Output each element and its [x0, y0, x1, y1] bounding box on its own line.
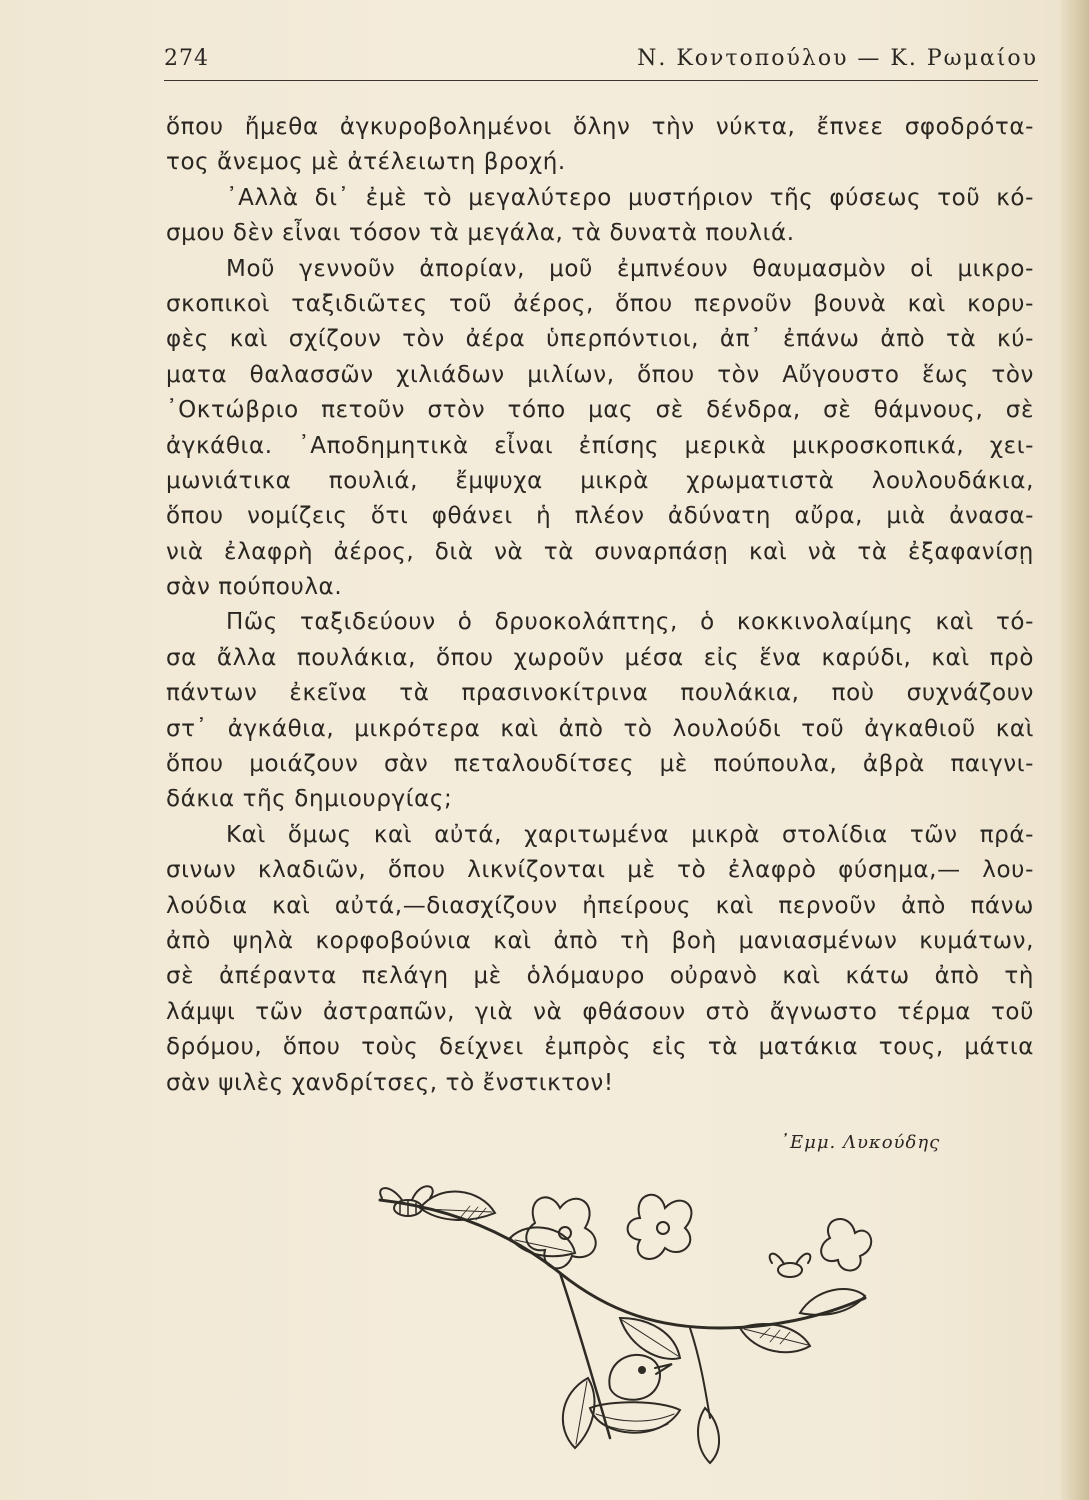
text-line: δάκια τῆς δημιουργίας;: [166, 786, 453, 813]
text-line: δρόμου, ὅπου τοὺς δείχνει ἐμπρὸς εἰς τὰ ματάκια τους, μάτια: [166, 1034, 1034, 1061]
signature: ᾿Εμμ. Λυκούδης: [780, 1132, 941, 1153]
text-line: λάμψι τῶν ἀστραπῶν, γιὰ νὰ φθάσουν στὸ ἄγνωστο τέρμα τοῦ: [166, 998, 1034, 1025]
text-line: Καὶ ὅμως καὶ αὐτά, χαριτωμένα μικρὰ στολίδια τῶν πρά-: [226, 821, 1034, 848]
text-line: νιὰ ἐλαφρὴ ἀέρος, διὰ νὰ τὰ συναρπάσῃ καὶ νὰ τὰ ἐξαφανίσῃ: [166, 538, 1034, 565]
text-line: ᾿Οκτώβριο πετοῦν στὸν τόπο μας σὲ δένδρα, σὲ θάμνους, σὲ: [166, 397, 1034, 424]
text-line: σινων κλαδιῶν, ὅπου λικνίζονται μὲ τὸ ἐλαφρὸ φύσημα,— λου-: [166, 857, 1034, 884]
page-edge: [1061, 0, 1089, 1500]
running-title: Ν. Κοντοπούλου — Κ. Ρωμαίου: [637, 46, 1038, 71]
floral-vignette-illustration: [360, 1178, 880, 1468]
text-line: ἀπὸ ψηλὰ κορφοβούνια καὶ ἀπὸ τὴ βοὴ μανιασμένων κυμάτων,: [166, 927, 1034, 954]
text-line: λούδια καὶ αὐτά,—διασχίζουν ἠπείρους καὶ περνοῦν ἀπὸ πάνω: [166, 892, 1034, 919]
body-text: [166, 110, 1034, 1101]
text-line: μωνιάτικα πουλιά, ἔμψυχα μικρὰ χρωματιστὰ λουλουδάκια,: [166, 467, 1034, 494]
text-line: Πῶς ταξιδεύουν ὁ δρυοκολάπτης, ὁ κοκκινολαίμης καὶ τό-: [226, 609, 1034, 636]
text-line: πάντων ἐκεῖνα τὰ πρασινοκίτρινα πουλάκια, ποὺ συχνάζουν: [166, 680, 1034, 707]
text-line: σκοπικοὶ ταξιδιῶτες τοῦ ἀέρος, ὅπου περνοῦν βουνὰ καὶ κορυ-: [166, 290, 1034, 317]
text-line: φὲς καὶ σχίζουν τὸν ἀέρα ὑπερπόντιοι, ἀπ᾿ ἐπάνω ἀπὸ τὰ κύ-: [166, 326, 1034, 353]
paragraph: [166, 252, 1034, 606]
text-line: ἀγκάθια. ᾿Αποδημητικὰ εἶναι ἐπίσης μερικὰ μικροσκοπικά, χει-: [166, 432, 1034, 459]
header-rule: [164, 80, 1038, 81]
text-line: στ᾿ ἀγκάθια, μικρότερα καὶ ἀπὸ τὸ λουλούδι τοῦ ἀγκαθιοῦ καὶ: [166, 715, 1034, 742]
text-line: ᾿Αλλὰ δι᾿ ἐμὲ τὸ μεγαλύτερο μυστήριον τῆς φύσεως τοῦ κό-: [226, 184, 1034, 211]
text-line: σμου δὲν εἶναι τόσον τὰ μεγάλα, τὰ δυνατὰ πουλιά.: [166, 220, 795, 247]
text-line: ὅπου μοιάζουν σὰν πεταλουδίτσες μὲ πούπουλα, ἀβρὰ παιγνι-: [166, 751, 1034, 778]
paragraph: [166, 110, 1034, 181]
text-line: σὲ ἀπέραντα πελάγη μὲ ὁλόμαυρο οὐρανὸ καὶ κάτω ἀπὸ τὴ: [166, 963, 1034, 990]
text-line: σα ἄλλα πουλάκια, ὅπου χωροῦν μέσα εἰς ἕνα καρύδι, καὶ πρὸ: [166, 644, 1034, 671]
paragraph: [166, 181, 1034, 252]
text-line: Μοῦ γεννοῦν ἀπορίαν, μοῦ ἐμπνέουν θαυμασμὸν οἱ μικρο-: [226, 255, 1034, 282]
text-line: ματα θαλασσῶν χιλιάδων μιλίων, ὅπου τὸν Αὔγουστο ἕως τὸν: [166, 361, 1034, 388]
text-line: ὅπου ἤμεθα ἀγκυροβολημένοι ὅλην τὴν νύκτα, ἔπνεε σφοδρότα-: [166, 114, 1034, 140]
paragraph: [166, 818, 1034, 1101]
paragraph: [166, 605, 1034, 817]
text-line: τος ἄνεμος μὲ ἀτέλειωτη βροχή.: [166, 149, 566, 176]
page-header: [164, 46, 1038, 76]
text-line: ὅπου νομίζεις ὅτι φθάνει ἡ πλέον ἀδύνατη αὔρα, μιὰ ἀνασα-: [166, 503, 1034, 530]
text-line: σὰν ψιλὲς χανδρίτσες, τὸ ἔνστικτον!: [166, 1069, 614, 1096]
page-number: 274: [164, 46, 209, 71]
text-line: σὰν πούπουλα.: [166, 574, 343, 601]
